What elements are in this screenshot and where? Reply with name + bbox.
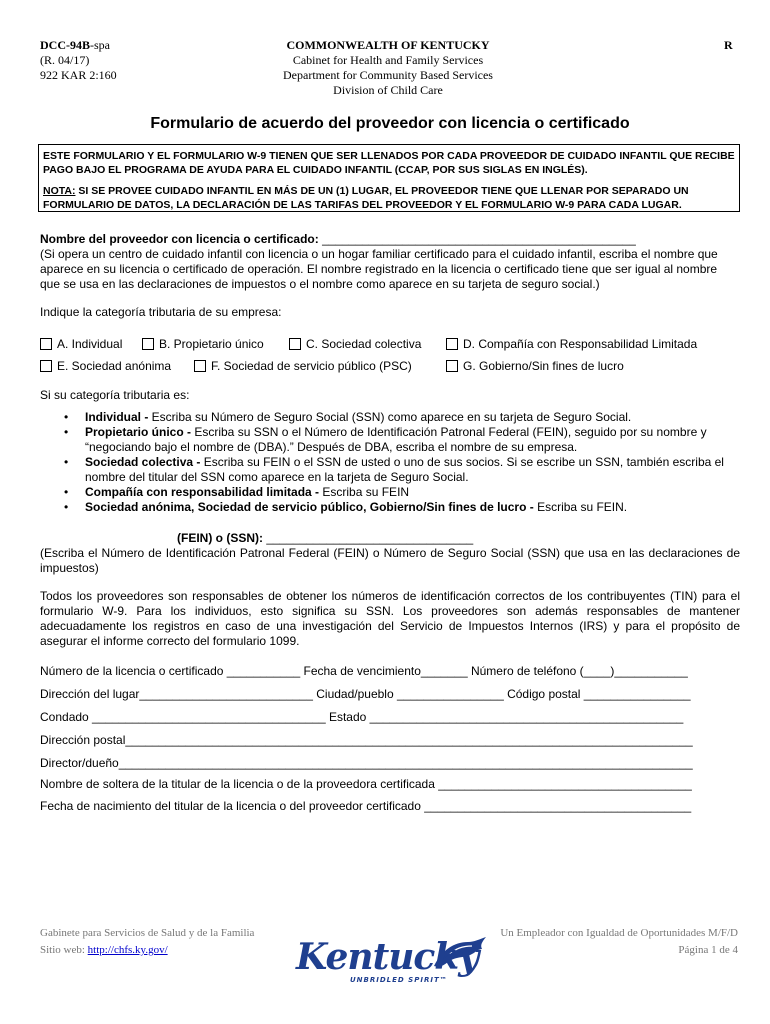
website-link[interactable]: http://chfs.ky.gov/	[87, 944, 168, 956]
footer-employer: Un Empleador con Igualdad de Oportunidades M/F/D	[500, 927, 738, 939]
checkbox-box[interactable]	[40, 360, 52, 372]
list-item: • Propietario único - Escriba su SSN o el Número de Identificación Patronal Federal (FEIN), seguido por su nombre y “negociando bajo el nombre de (DBA).” Después de DBA, escriba el nombre de su empresa.	[40, 425, 740, 455]
footer-site-label: Sitio web:	[40, 944, 88, 956]
if-category-intro: Si su categoría tributaria es:	[40, 388, 190, 402]
trademark-mark: ™	[439, 976, 448, 984]
list-item: • Individual - Escriba su Número de Seguro Social (SSN) como aparece en su tarjeta de Seguro Social.	[40, 410, 740, 425]
state-name: COMMONWEALTH OF KENTUCKY	[286, 38, 490, 52]
form-suffix: -spa	[90, 38, 110, 52]
notice-line: ESTE FORMULARIO Y EL FORMULARIO W-9 TIENEN QUE SER LLENADOS POR CADA PROVEEDOR DE CUIDADO INFANTIL QUE RECIBE PAGO BAJO EL PROGRAMA DE AYUDA PARA EL CUIDADO INFANTIL (CCAP, POR SUS SIGLAS EN INGLÉS).	[43, 150, 735, 176]
form-revision: (R. 04/17)	[40, 53, 90, 67]
tax-category-prompt: Indique la categoría tributaria de su empresa:	[40, 305, 282, 319]
list-item: • Compañía con responsabilidad limitada - Escriba su FEIN	[40, 485, 740, 500]
checkbox-label: A. Individual	[57, 337, 123, 351]
category-list	[40, 410, 740, 515]
checkbox-f[interactable]	[194, 359, 412, 373]
nota-text: SI SE PROVEE CUIDADO INFANTIL EN MÁS DE UN (1) LUGAR, EL PROVEEDOR TIENE QUE LLENAR POR SEPARADO UN FORMULARIO DE DATOS, LA DECLARACIÓN DE LAS TARIFAS DEL PROVEEDOR Y EL FORMULARIO W-9 PARA CADA LUGAR.	[43, 185, 689, 211]
fein-ssn-label: (FEIN) o (SSN):	[177, 531, 263, 545]
fein-ssn-line	[177, 531, 473, 545]
checkbox-box[interactable]	[446, 338, 458, 350]
checkbox-d[interactable]	[446, 337, 697, 351]
list-item: • Sociedad anónima, Sociedad de servicio público, Gobierno/Sin fines de lucro - Escriba su FEIN.	[40, 500, 740, 515]
form-kar: 922 KAR 2:160	[40, 68, 117, 82]
logo-tagline: UNBRIDLED SPIRIT™	[350, 976, 448, 984]
provider-name-note: (Si opera un centro de cuidado infantil con licencia o un hogar familiar certificado para el cuidado infantil, escriba el nombre que aparece en su licencia o certificado de operación. El nombre registrado en la licencia o certificado tiene que ser igual al nombre que se usa en las declaraciones de impuestos o el nombre como aparece en su tarjeta de seguro social.)	[40, 247, 718, 291]
provider-name-label: Nombre del proveedor con licencia o certificado:	[40, 232, 319, 246]
form-id-block	[40, 38, 117, 83]
fein-ssn-field[interactable]: _______________________________	[263, 531, 474, 545]
form-code: DCC-94B	[40, 38, 90, 52]
location-address-row[interactable]: Dirección del lugar__________________________ Ciudad/pueblo ________________ Código postal ________________	[40, 687, 691, 701]
director-owner-row[interactable]: Director/dueño______________________________________________________________________________________	[40, 756, 693, 770]
cabinet-name: Cabinet for Health and Family Services	[292, 53, 484, 67]
checkbox-box[interactable]	[40, 338, 52, 350]
checkbox-box[interactable]	[194, 360, 206, 372]
checkbox-label: E. Sociedad anónima	[57, 359, 172, 373]
checkbox-e[interactable]	[40, 359, 171, 373]
checkbox-label: F. Sociedad de servicio público (PSC)	[211, 359, 412, 373]
responsibility-paragraph: Todos los proveedores son responsables de obtener los números de identificación correctos de los contribuyentes (TIN) para el formulario W-9. Para los individuos, esto significa su SSN. Los proveedores son además responsables de mantener adecuadamente los registros en caso de una investigación del Servicio de Impuestos Internos (IRS) y para el propósito de asegurar el informe correcto del formulario 1099.	[40, 589, 740, 648]
checkbox-b[interactable]	[142, 337, 264, 351]
license-number-row[interactable]: Número de la licencia o certificado ___________ Fecha de vencimiento_______ Número de teléfono (____)___________	[40, 664, 688, 678]
checkbox-label: B. Propietario único	[159, 337, 264, 351]
notice-box	[38, 144, 740, 212]
logo-word: Kentucky	[296, 936, 479, 978]
right-mark: R	[724, 38, 733, 52]
checkbox-c[interactable]	[289, 337, 421, 351]
checkbox-label: G. Gobierno/Sin fines de lucro	[463, 359, 624, 373]
division-name: Division of Child Care	[333, 83, 443, 97]
county-state-row[interactable]: Condado ___________________________________ Estado _______________________________________________	[40, 710, 684, 724]
kentucky-logo	[290, 936, 490, 996]
checkbox-a[interactable]	[40, 337, 122, 351]
fein-ssn-note: (Escriba el Número de Identificación Patronal Federal (FEIN) o Número de Seguro Social (SSN) que usa en las declaraciones de impuestos)	[40, 546, 740, 575]
checkbox-label: C. Sociedad colectiva	[306, 337, 422, 351]
checkbox-box[interactable]	[289, 338, 301, 350]
page-number: Página 1 de 4	[678, 944, 738, 956]
provider-name-field[interactable]: _______________________________________________	[318, 232, 636, 246]
footer-left	[40, 925, 254, 959]
page-title: Formulario de acuerdo del proveedor con licencia o certificado	[150, 115, 630, 132]
mailing-address-row[interactable]: Dirección postal_____________________________________________________________________________________	[40, 733, 693, 747]
maiden-name-row[interactable]: Nombre de soltera de la titular de la licencia o de la proveedora certificada ______________________________________	[40, 777, 692, 791]
footer-right	[470, 925, 738, 959]
checkbox-box[interactable]	[446, 360, 458, 372]
checkbox-box[interactable]	[142, 338, 154, 350]
list-item: • Sociedad colectiva - Escriba su FEIN o el SSN de usted o uno de sus socios. Si se escribe un SSN, también escriba el nombre del titular del SSN como aparece en la tarjeta de Seguro Social.	[40, 455, 740, 485]
footer-cabinet: Gabinete para Servicios de Salud y de la Familia	[40, 927, 255, 939]
provider-name-section	[40, 232, 740, 292]
agency-block	[220, 38, 556, 98]
department-name: Department for Community Based Services	[283, 68, 493, 82]
checkbox-g[interactable]	[446, 359, 624, 373]
birth-date-row[interactable]: Fecha de nacimiento del titular de la licencia o del proveedor certificado ________________________________________	[40, 799, 692, 813]
checkbox-label: D. Compañía con Responsabilidad Limitada	[463, 337, 698, 351]
nota-label: NOTA:	[43, 185, 76, 197]
notice-nota	[43, 184, 735, 212]
